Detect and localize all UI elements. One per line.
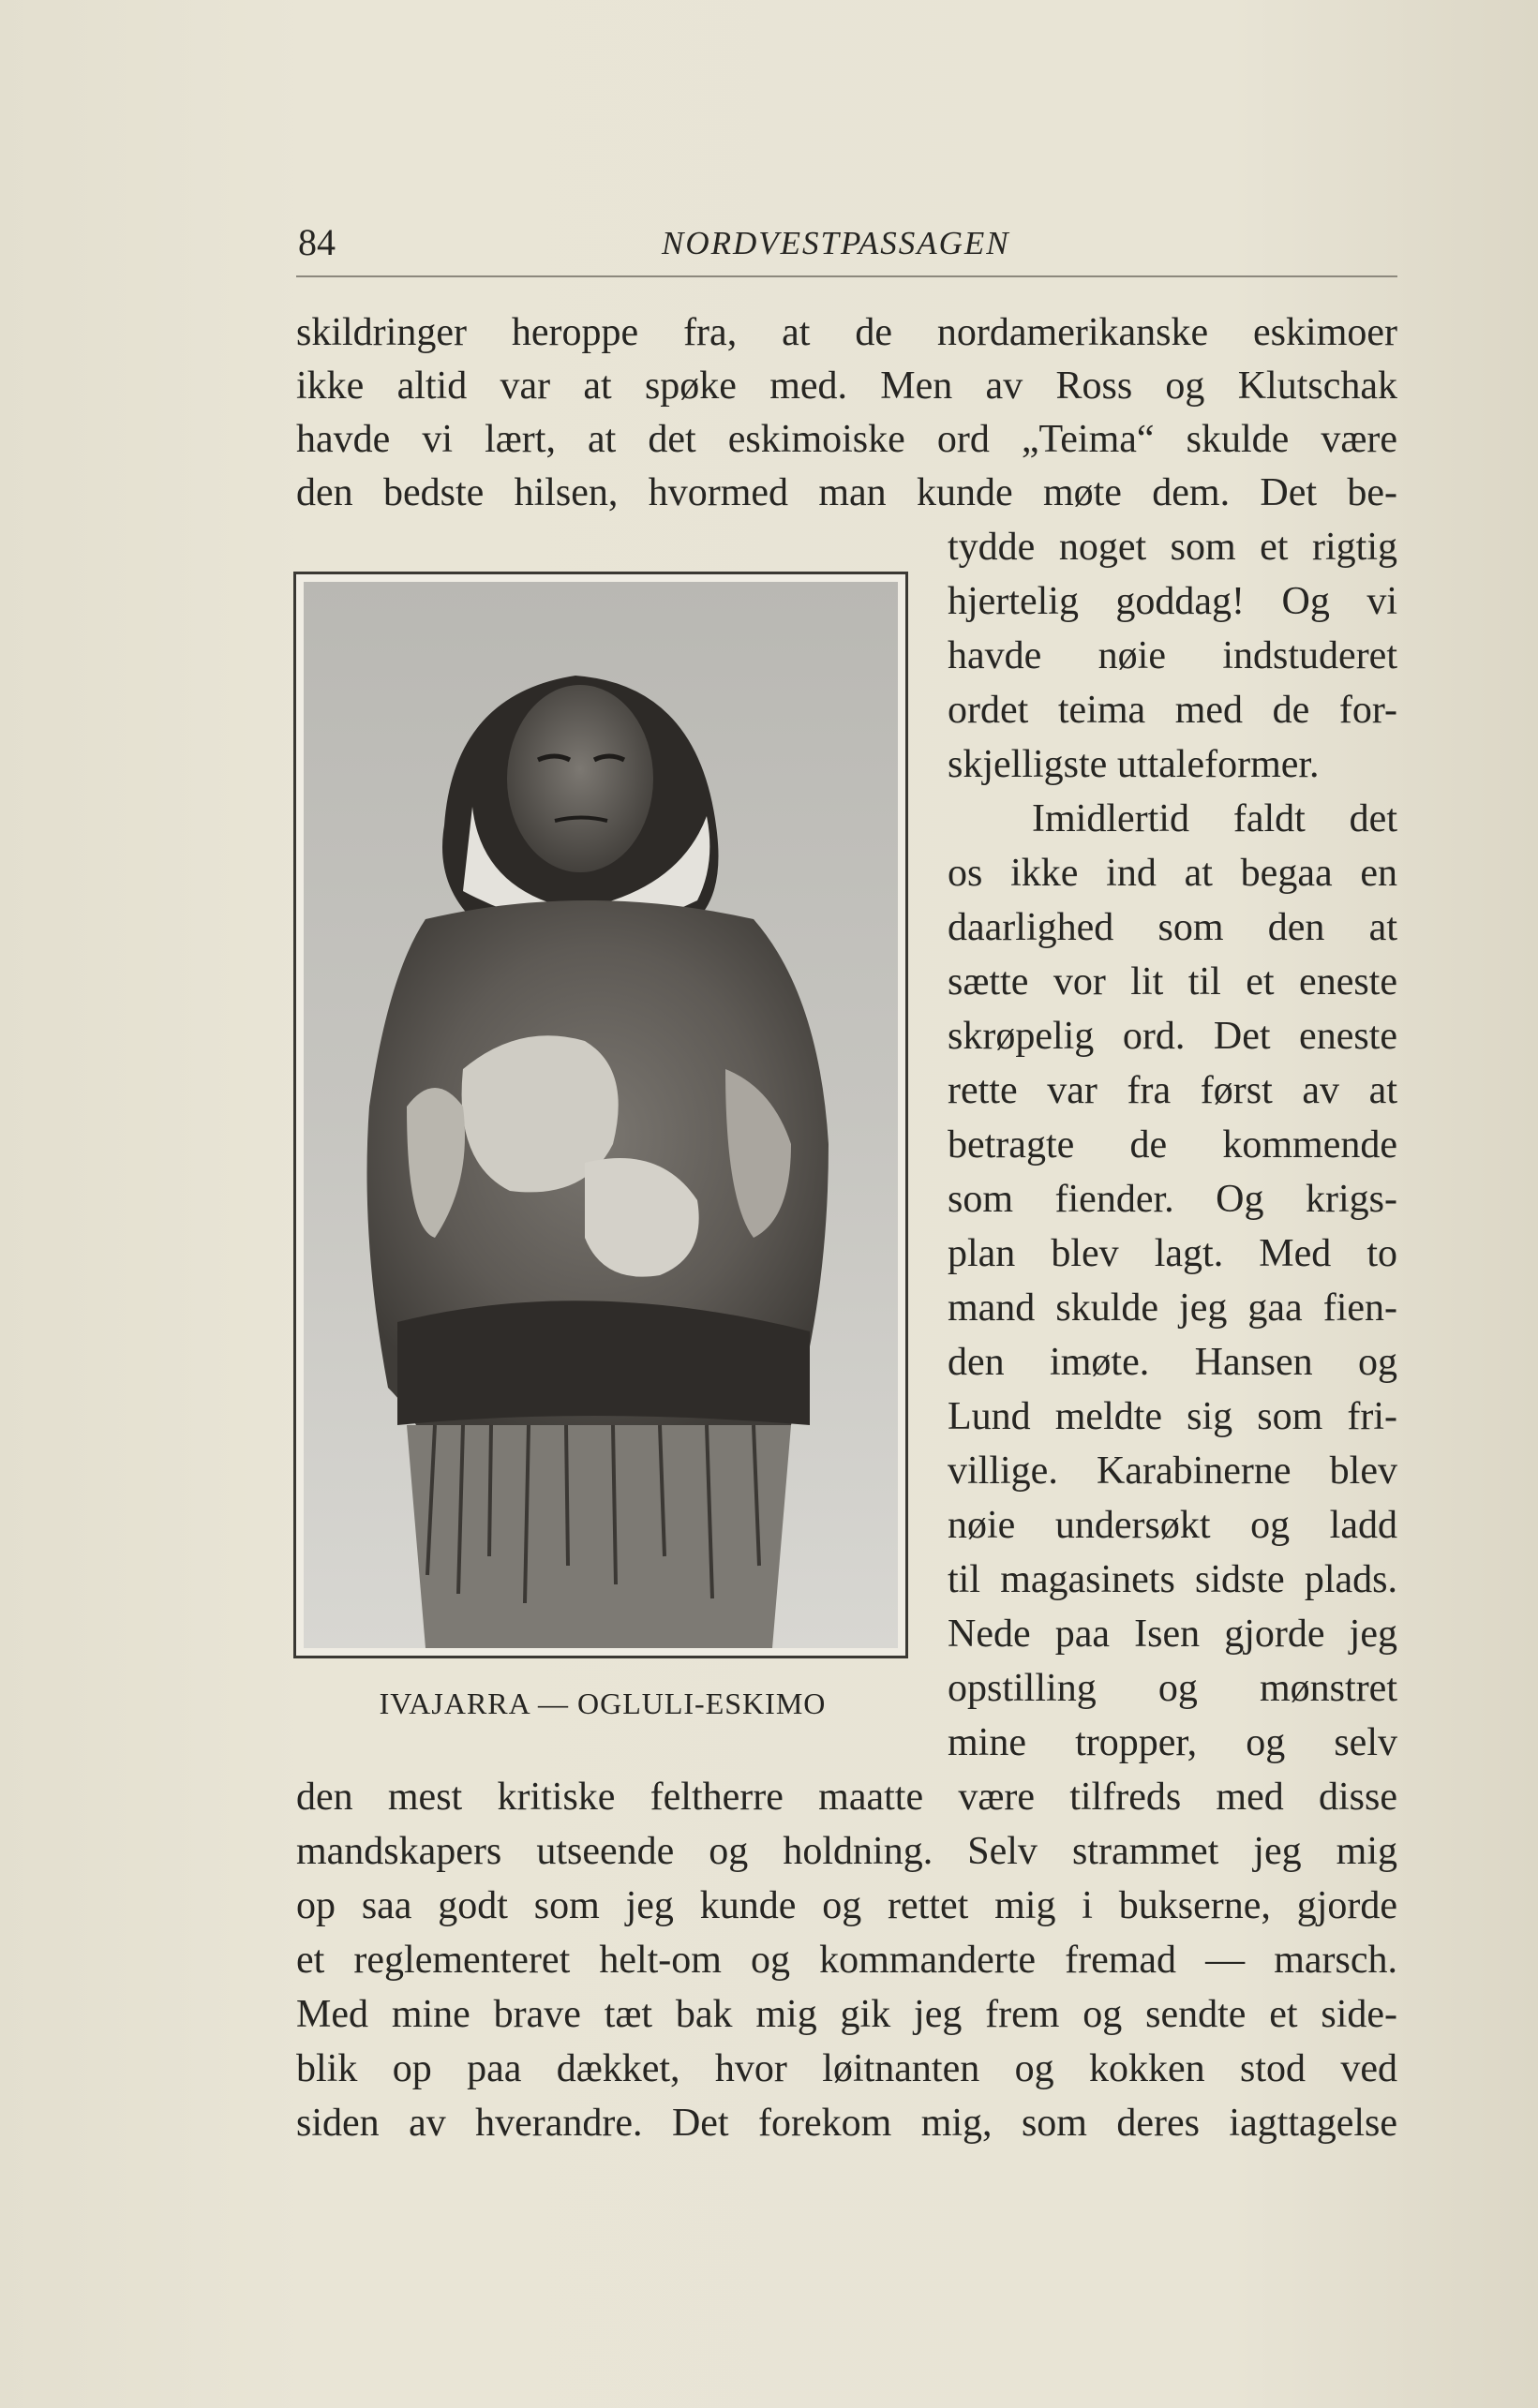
text-line: villige. Karabinerne blev: [948, 1449, 1397, 1493]
text-line: daarlighed som den at: [948, 906, 1397, 949]
text-line: hjertelig goddag! Og vi: [948, 580, 1397, 623]
text-line: skrøpelig ord. Det eneste: [948, 1015, 1397, 1058]
text-line: nøie undersøkt og ladd: [948, 1504, 1397, 1547]
text-line: sætte vor lit til et eneste: [948, 960, 1397, 1003]
page-header: [296, 219, 1397, 277]
photo-figure: [293, 572, 908, 1658]
text-line: rette var fra først av at: [948, 1069, 1397, 1112]
text-line: op saa godt som jeg kunde og rettet mig i bukserne, gjorde: [296, 1884, 1397, 1927]
text-line: Lund meldte sig som fri-: [948, 1395, 1397, 1438]
text-line: den bedste hilsen, hvormed man kunde møte dem. Det be-: [296, 471, 1397, 514]
text-line: mandskapers utseende og holdning. Selv strammet jeg mig: [296, 1830, 1397, 1873]
text-line: mand skulde jeg gaa fien-: [948, 1286, 1397, 1330]
text-line: havde vi lært, at det eskimoiske ord „Teima“ skulde være: [296, 418, 1397, 461]
text-line: som fiender. Og krigs-: [948, 1178, 1397, 1221]
text-line: den imøte. Hansen og: [948, 1341, 1397, 1384]
portrait-photo: [304, 582, 898, 1648]
text-line: ordet teima med de for-: [948, 689, 1397, 732]
text-line: skildringer heroppe fra, at de nordamerikanske eskimoer: [296, 311, 1397, 354]
page-number: 84: [298, 221, 336, 263]
text-line: plan blev lagt. Med to: [948, 1232, 1397, 1275]
text-line: skjelligste uttaleformer.: [948, 743, 1320, 786]
text-line: Nede paa Isen gjorde jeg: [948, 1613, 1397, 1656]
text-line: opstilling og mønstret: [948, 1667, 1397, 1710]
running-title: NORDVESTPASSAGEN: [662, 225, 1010, 261]
text-line: Med mine brave tæt bak mig gik jeg frem og sendte et side-: [296, 1993, 1397, 2036]
text-line: havde nøie indstuderet: [948, 634, 1397, 677]
text-line: mine tropper, og selv: [948, 1721, 1397, 1764]
text-line: et reglementeret helt-om og kommanderte fremad — marsch.: [296, 1939, 1397, 1982]
text-line: betragte de kommende: [948, 1123, 1397, 1167]
text-line: blik op paa dækket, hvor løitnanten og kokken stod ved: [296, 2047, 1397, 2090]
text-line: den mest kritiske feltherre maatte være tilfreds med disse: [296, 1776, 1397, 1819]
text-line: til magasinets sidste plads.: [948, 1558, 1397, 1601]
text-line: os ikke ind at begaa en: [948, 852, 1397, 895]
figure-caption: IVAJARRA — OGLULI-ESKIMO: [379, 1687, 827, 1720]
text-line: Imidlertid faldt det: [1032, 797, 1397, 840]
text-line: ikke altid var at spøke med. Men av Ross og Klutschak: [296, 364, 1397, 408]
text-line: siden av hverandre. Det forekom mig, som deres iagttagelse: [296, 2102, 1397, 2145]
text-line: tydde noget som et rigtig: [948, 526, 1397, 569]
